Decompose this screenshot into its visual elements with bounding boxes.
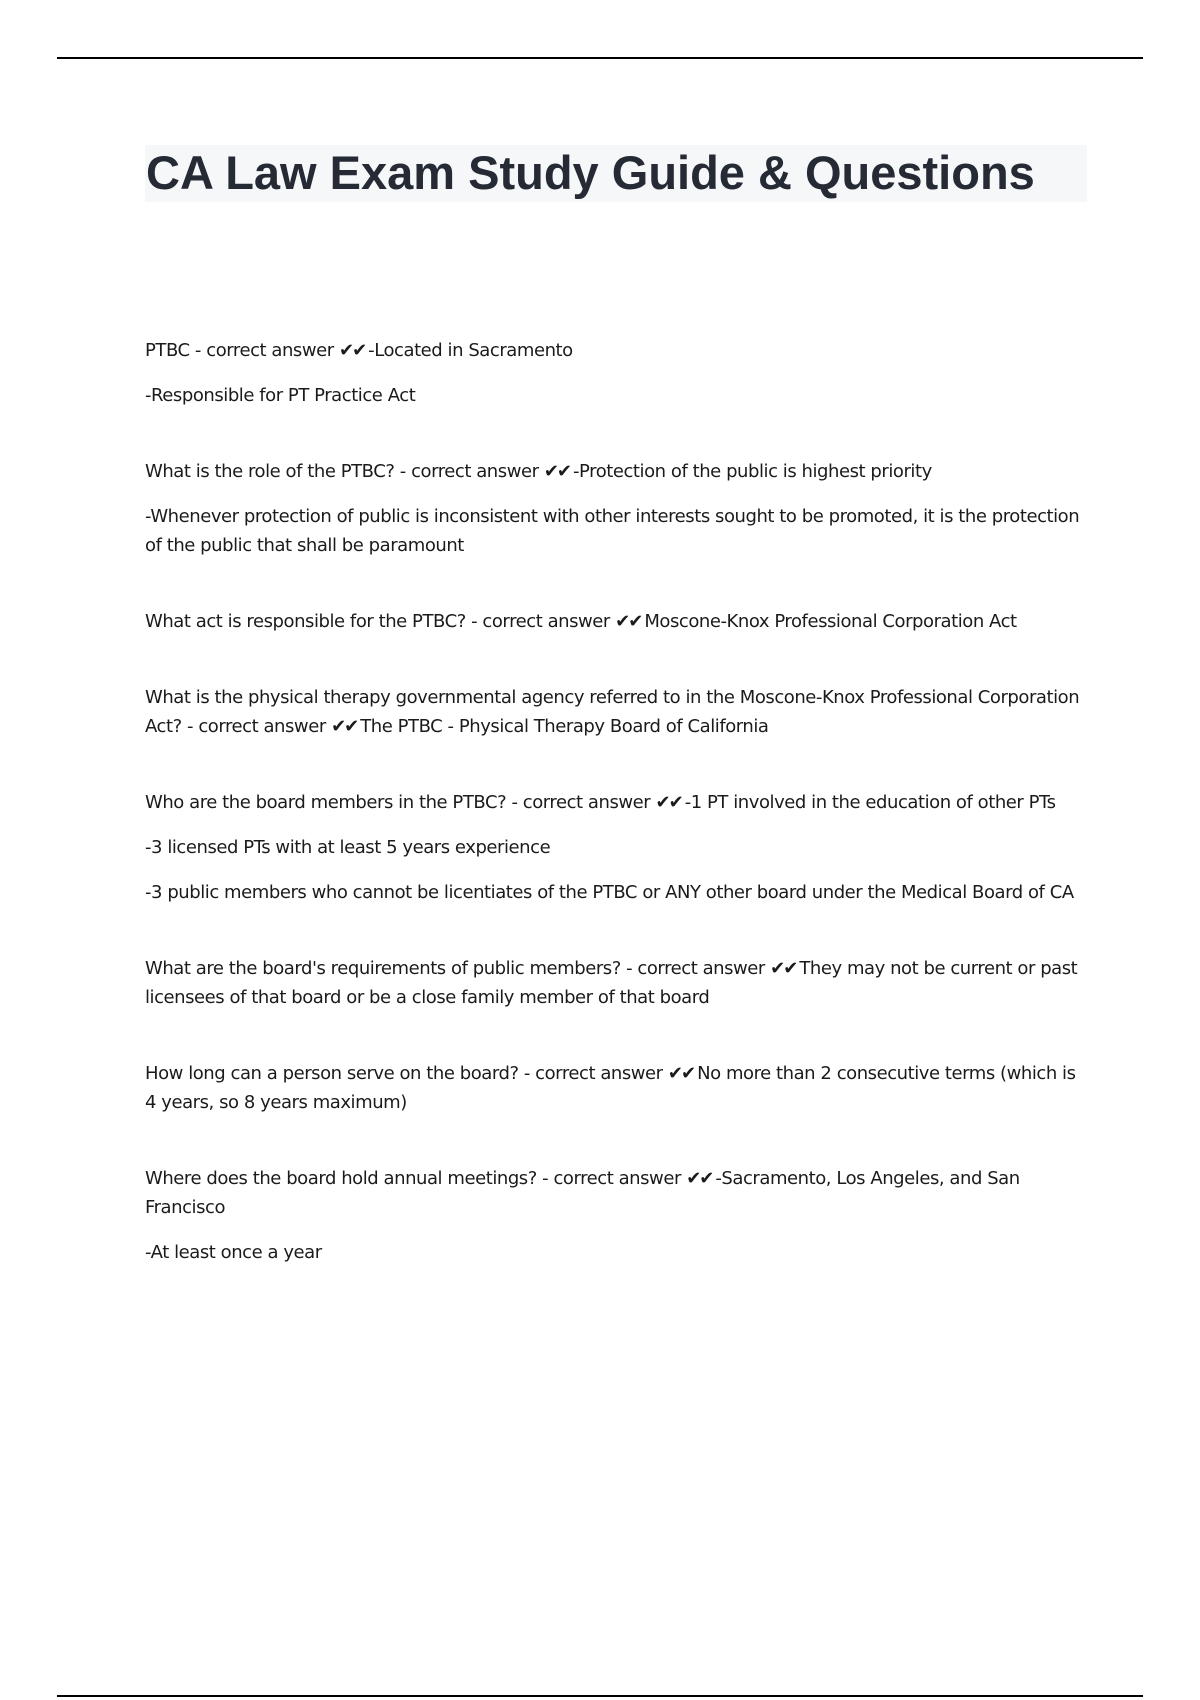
qa-item: [145, 607, 1090, 636]
qa-item: [145, 954, 1090, 1012]
qa-item: [145, 336, 1090, 410]
page-title: CA Law Exam Study Guide & Questions: [146, 146, 1035, 199]
double-check-icon: ✔✔: [686, 1168, 713, 1189]
double-check-icon: ✔✔: [615, 611, 642, 632]
answer-marker: correct answer: [535, 1063, 663, 1084]
qa-question-line: What are the board's requirements of public members? - correct answer ✔✔ They may not be current or past licensees of that board or be a close family member of that board: [145, 958, 1078, 1008]
answer-text: -Whenever protection of public is inconsistent with other interests sought to be promoted, it is the protection of the public that shall be paramount: [145, 506, 1080, 556]
question-text: What is the role of the PTBC?: [145, 461, 395, 482]
double-check-icon: ✔✔: [655, 792, 682, 813]
double-check-icon: ✔✔: [331, 716, 358, 737]
answer-text: They may not be current or past licensees of that board or be a close family member of that board: [145, 958, 1078, 1008]
question-text: What are the board's requirements of public members?: [145, 958, 621, 979]
answer-marker: correct answer: [206, 340, 334, 361]
answer-text: -Sacramento, Los Angeles, and San Francisco: [145, 1168, 1020, 1218]
question-text: How long can a person serve on the board?: [145, 1063, 519, 1084]
answer-text: -At least once a year: [145, 1242, 322, 1263]
answer-marker: correct answer: [637, 958, 765, 979]
qa-question-line: Where does the board hold annual meetings? - correct answer ✔✔ -Sacramento, Los Angeles, and San Francisco: [145, 1168, 1020, 1218]
qa-list: [145, 336, 1090, 1314]
answer-text: -Responsible for PT Practice Act: [145, 385, 416, 406]
question-text: Where does the board hold annual meetings?: [145, 1168, 537, 1189]
answer-marker: correct answer: [411, 461, 539, 482]
answer-marker: correct answer: [482, 611, 610, 632]
qa-question-line: What is the role of the PTBC? - correct answer ✔✔ -Protection of the public is highest priority: [145, 461, 932, 482]
answer-marker: correct answer: [522, 792, 651, 813]
qa-question-line: What is the physical therapy governmental agency referred to in the Moscone-Knox Professional Corporation Act? - correct answer ✔✔ The PTBC - Physical Therapy Board of California: [145, 687, 1080, 737]
question-text: What act is responsible for the PTBC?: [145, 611, 466, 632]
answer-text: -3 public members who cannot be licentiates of the PTBC or ANY other board under the Medical Board of CA: [145, 882, 1074, 903]
answer-text: -Protection of the public is highest priority: [573, 461, 932, 482]
answer-marker: correct answer: [198, 716, 326, 737]
question-text: PTBC: [145, 340, 190, 361]
qa-item: [145, 457, 1090, 560]
top-rule: [57, 57, 1143, 59]
qa-question-line: Who are the board members in the PTBC? - correct answer ✔✔ -1 PT involved in the education of other PTs: [145, 792, 1056, 813]
qa-item: [145, 683, 1090, 741]
double-check-icon: ✔✔: [543, 461, 570, 482]
double-check-icon: ✔✔: [339, 340, 366, 361]
answer-text: The PTBC - Physical Therapy Board of California: [360, 716, 769, 737]
answer-text: Moscone-Knox Professional Corporation Act: [644, 611, 1017, 632]
qa-item: [145, 1059, 1090, 1117]
question-text: Who are the board members in the PTBC?: [145, 792, 507, 813]
double-check-icon: ✔✔: [770, 958, 797, 979]
answer-text: -3 licensed PTs with at least 5 years experience: [145, 837, 551, 858]
answer-text: -Located in Sacramento: [368, 340, 573, 361]
answer-text: No more than 2 consecutive terms (which is 4 years, so 8 years maximum): [145, 1063, 1076, 1113]
qa-question-line: How long can a person serve on the board? - correct answer ✔✔ No more than 2 consecutive terms (which is 4 years, so 8 years maximum): [145, 1063, 1076, 1113]
qa-question-line: PTBC - correct answer ✔✔ -Located in Sacramento: [145, 340, 573, 361]
qa-item: [145, 1164, 1090, 1267]
answer-marker: correct answer: [553, 1168, 681, 1189]
question-text: What is the physical therapy governmental agency referred to in the Moscone-Knox Professional Corporation Act?: [145, 687, 1080, 737]
double-check-icon: ✔✔: [667, 1063, 695, 1084]
qa-question-line: What act is responsible for the PTBC? - correct answer ✔✔ Moscone-Knox Professional Corporation Act: [145, 611, 1017, 632]
qa-item: [145, 788, 1090, 907]
answer-text: -1 PT involved in the education of other PTs: [684, 792, 1056, 813]
bottom-rule: [57, 1695, 1143, 1697]
